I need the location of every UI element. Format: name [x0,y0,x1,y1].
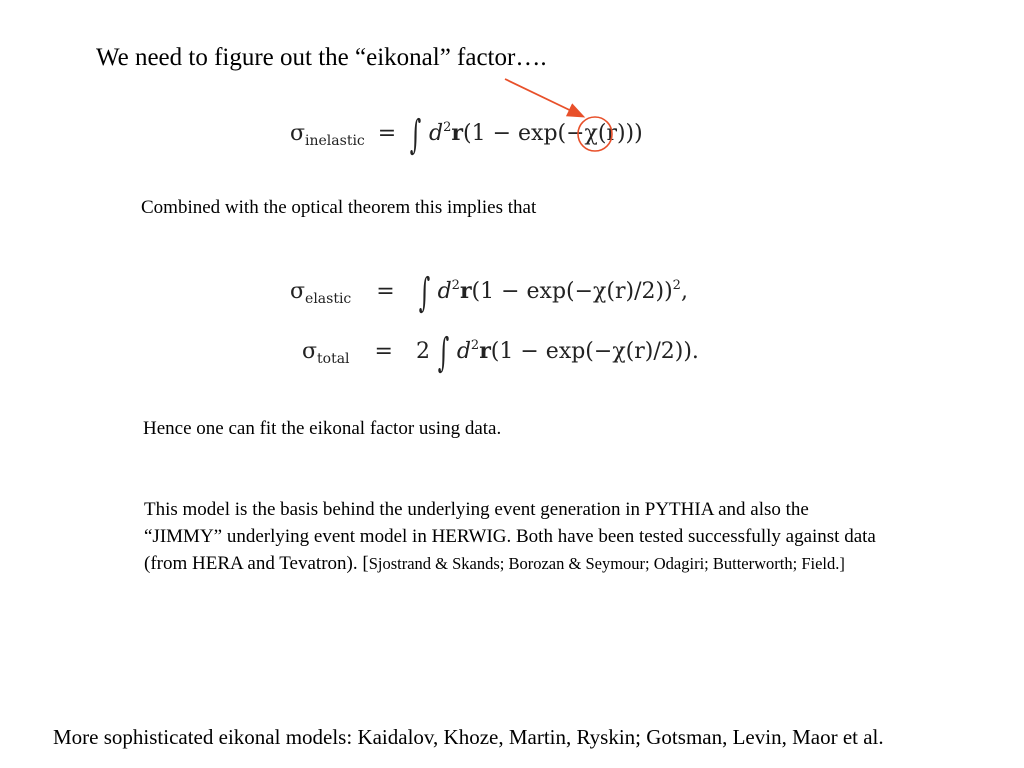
integral-sign: ∫ [437,330,450,376]
footer-note: More sophisticated eikonal models: Kaidalov, Khoze, Martin, Ryskin; Gotsman, Levin, Maor et al. [53,725,884,749]
sigma-subscript-inelastic: inelastic [305,133,365,149]
elastic-integrand: (1 − exp(−χ(r)/2)) [471,279,673,304]
elastic-comma: , [680,279,688,304]
differential-d: d [429,121,444,146]
vector-r: r [479,338,491,364]
exponent-two: 2 [451,278,460,293]
optical-theorem-line: Combined with the optical theorem this implies that [141,197,537,218]
integral-sign: ∫ [409,112,422,158]
model-paragraph [144,496,884,577]
sigma-symbol: σ [290,279,306,304]
annotation-arrow [505,79,582,116]
differential-d: d [456,339,471,364]
paragraph-references: Sjostrand & Skands; Borozan & Seymour; Odagiri; Butterworth; Field.] [368,554,845,573]
integral-sign: ∫ [418,270,430,316]
vector-r: r [451,120,464,146]
sigma-symbol: σ [290,121,306,146]
differential-d: d [437,279,452,304]
equation-inelastic [290,112,643,158]
equation-elastic [290,270,688,316]
total-integrand: (1 − exp(−χ(r)/2)). [490,339,699,364]
equals-sign: = [374,339,393,364]
exponent-two: 2 [443,120,452,135]
fit-line: Hence one can fit the eikonal factor using data. [143,418,502,439]
equals-sign: = [376,279,395,304]
sigma-subscript-total: total [317,351,350,367]
total-factor: 2 [415,339,430,364]
inelastic-integrand: (1 − exp(−χ(r))) [463,121,643,146]
vector-r: r [459,278,472,304]
slide-title: We need to figure out the “eikonal” factor…. [96,44,547,71]
equals-sign: = [377,121,397,146]
sigma-subscript-elastic: elastic [305,291,352,307]
exponent-two: 2 [470,338,480,353]
equation-total [302,330,699,376]
paragraph-main-text: This model is the basis behind the underlying event generation in PYTHIA and also the “JIMMY” underlying event model in HERWIG. Both have been tested successfully against data (from HERA and Tevatron). [ [144,499,876,574]
sigma-symbol: σ [302,339,318,364]
square-exponent: 2 [672,278,681,293]
